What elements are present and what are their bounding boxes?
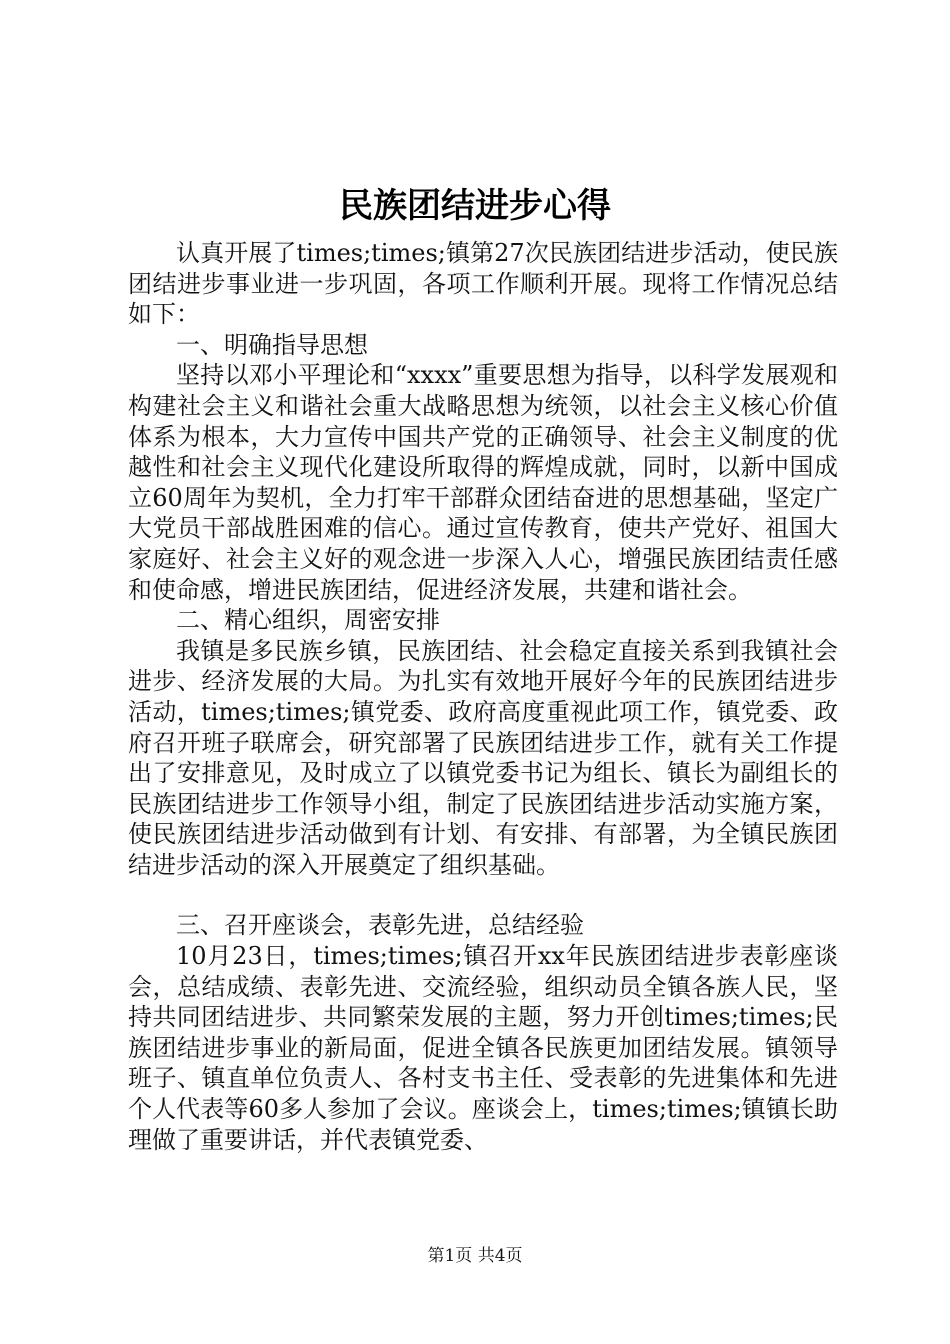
paragraph-guiding-thought: 坚持以邓小平理论和“xxxx”重要思想为指导，以科学发展观和构建社会主义和谐社会重大战略思想为统领，以社会主义核心价值体系为根本，大力宣传中国共产党的正确领导、社会主义制度的优越性和社会主义现代化建设所取得的辉煌成就，同时，以新中国成立60周年为契机，全力打牢干部群众团结奋进的思想基础，坚定广大党员干部战胜困难的信心。通过宣传教育，使共产党好、祖国大家庭好、社会主义好的观念进一步深入人心，增强民族团结责任感和使命感，增进民族团结，促进经济发展，共建和谐社会。 — [128, 361, 838, 604]
section-heading-2: 二、精心组织，周密安排 — [176, 606, 440, 635]
section-heading-3: 三、召开座谈会，表彰先进，总结经验 — [176, 911, 584, 940]
document-title: 民族团结进步心得 — [339, 186, 611, 226]
paragraph-meeting: 10月23日，times;times;镇召开xx年民族团结进步表彰座谈会，总结成绩、表彰先进、交流经验，组织动员全镇各族人民，坚持共同团结进步、共同繁荣发展的主题，努力开创times;times;民族团结进步事业的新局面，促进全镇各民族更加团结发展。镇领导班子、镇直单位负责人、各村支书主任、受表彰的先进集体和先进个人代表等60多人参加了会议。座谈会上，times;times;镇镇长助理做了重要讲话，并代表镇党委、 — [128, 942, 838, 1154]
document-body — [128, 238, 838, 1155]
paragraph-organization: 我镇是多民族乡镇，民族团结、社会稳定直接关系到我镇社会进步、经济发展的大局。为扎实有效地开展好今年的民族团结进步活动，times;times;镇党委、政府高度重视此项工作，镇党委、政府召开班子联席会，研究部署了民族团结进步工作，就有关工作提出了安排意见，及时成立了以镇党委书记为组长、镇长为副组长的民族团结进步工作领导小组，制定了民族团结进步活动实施方案，使民族团结进步活动做到有计划、有安排、有部署，为全镇民族团结进步活动的深入开展奠定了组织基础。 — [128, 636, 838, 879]
section-heading-1: 一、明确指导思想 — [176, 330, 368, 359]
page-footer: 第1页 共4页 — [427, 1246, 523, 1266]
paragraph-intro: 认真开展了times;times;镇第27次民族团结进步活动，使民族团结进步事业进一步巩固，各项工作顺利开展。现将工作情况总结如下： — [128, 239, 838, 329]
